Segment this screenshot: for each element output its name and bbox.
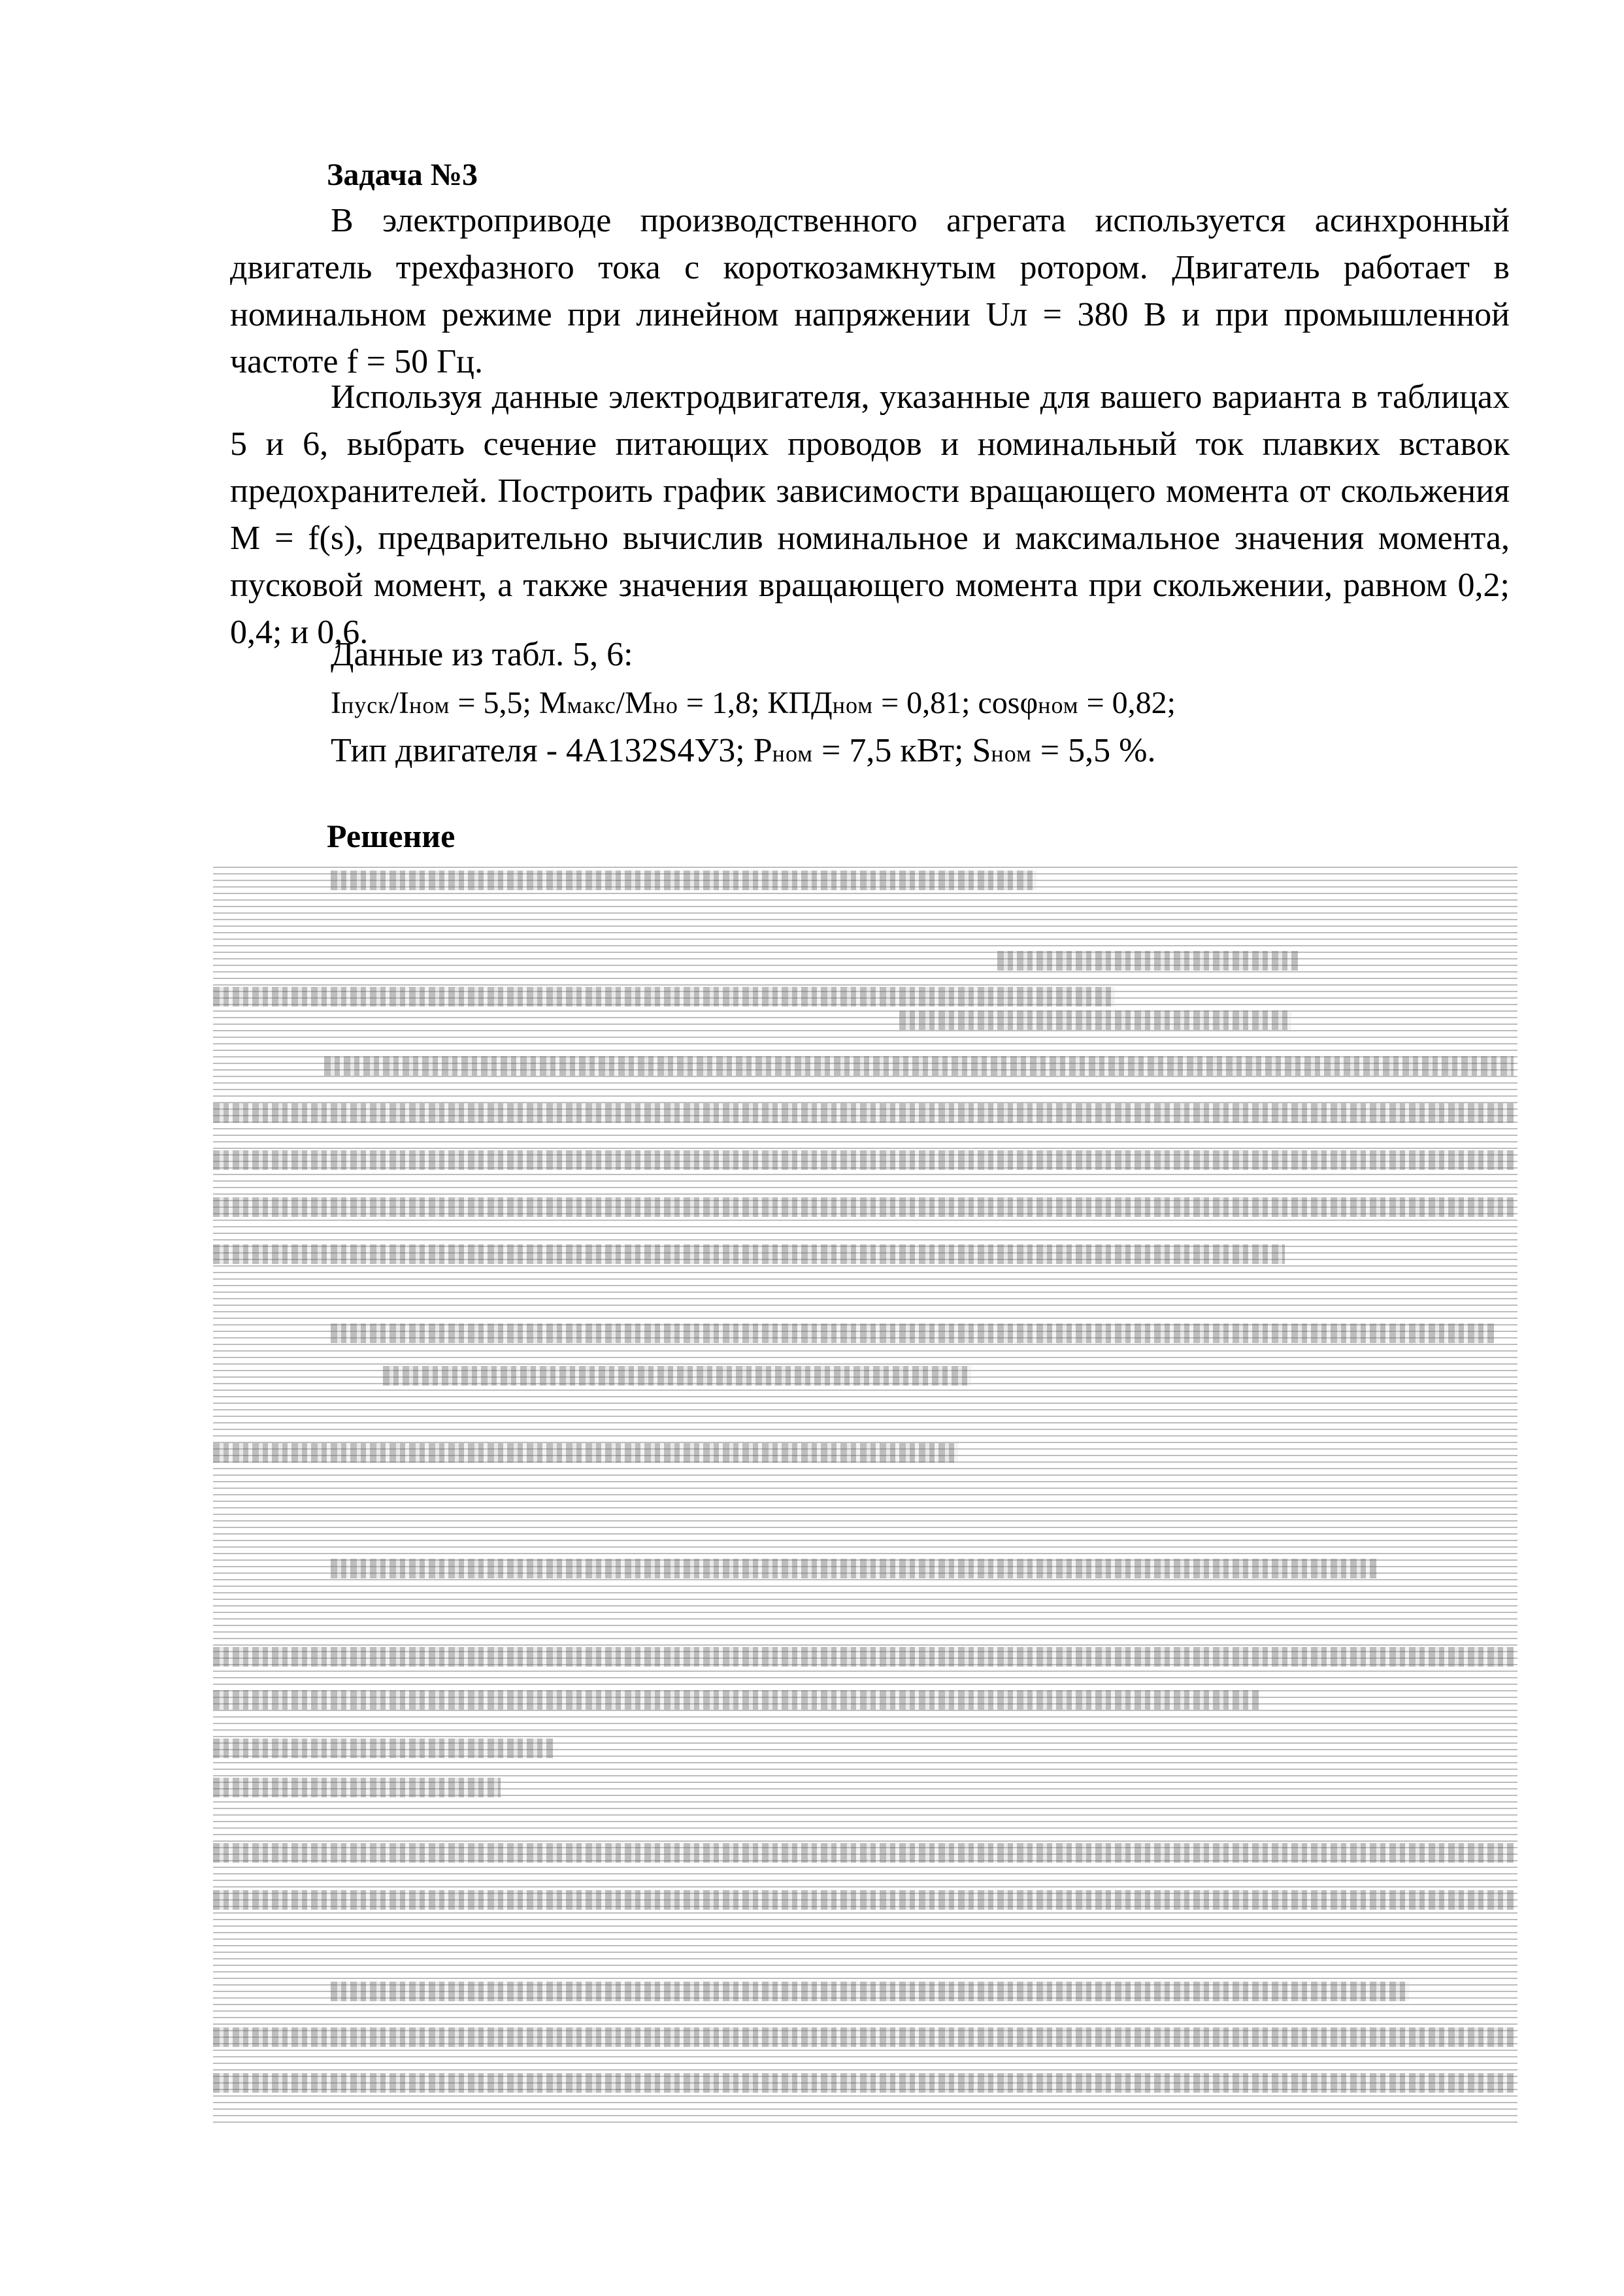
obscured-text-line [213,1244,1285,1264]
power-value: = 7,5 кВт; S [813,732,991,769]
obscured-text-line [324,1056,1514,1076]
i-nom-symbol: /I [389,686,410,720]
obscured-text-line [331,1323,1494,1343]
problem-paragraph-1: В электроприводе производственного агрегата используется асинхронный двигатель трехфазного тока с короткозамкнутым ротором. Двигатель работает в номинальном режиме при линейном напряжении Uл = 380 В и при промышленной частоте f = 50 Гц. [230,202,1510,380]
task-title: Задача №3 [327,158,478,192]
obscured-formula [213,1443,958,1463]
motor-data-line [331,727,1155,777]
cos-phi-subscript: ном [1038,692,1079,718]
obscured-text-line [331,1559,1376,1578]
obscured-text-line [213,1690,1259,1710]
slip-value: = 5,5 %. [1031,732,1156,769]
cos-phi-value: = 0,82; [1078,686,1176,720]
obscured-text-line [213,1843,1514,1863]
slip-subscript: ном [991,740,1032,767]
obscured-text-line [213,1197,1514,1217]
obscured-text-line [331,1982,1409,2001]
ratio-current-value: = 5,5; M [450,686,567,720]
obscured-formula [213,1739,553,1758]
i-nom-subscript: ном [409,692,450,718]
m-nom-subscript: но [652,692,678,718]
obscured-formula [997,951,1298,971]
i-start-symbol: I [331,686,341,720]
obscured-text-line [383,1366,971,1386]
obscured-solution-region [213,863,1517,2127]
obscured-formula [899,1010,1291,1030]
obscured-formula [213,987,1115,1007]
m-nom-symbol: /M [616,686,653,720]
obscured-text-line [213,1150,1514,1170]
obscured-text-line [331,871,1036,890]
power-subscript: ном [772,740,814,767]
efficiency-value: = 0,81; cosφ [873,686,1038,720]
data-ratios-line [331,680,1176,729]
obscured-text-line [213,2027,1514,2047]
obscured-text-line [213,1103,1514,1123]
motor-type-text: Тип двигателя - 4А132S4У3; P [331,732,772,769]
i-start-subscript: пуск [340,692,390,718]
efficiency-subscript: ном [832,692,874,718]
problem-paragraph-2: Используя данные электродвигателя, указанные для вашего варианта в таблицах 5 и 6, выбрать сечение питающих проводов и номинальный ток плавких вставок предохранителей. Построить график зависимости вращающего момента от скольжения M = f(s), предварительно вычислив номинальное и максимальное значения момента, пусковой момент, а также значения вращающего момента при скольжении, равном 0,2; 0,4; и 0,6. [230,378,1510,651]
obscured-formula [213,1778,501,1797]
solution-heading: Решение [327,818,456,854]
m-max-subscript: макс [567,692,616,718]
obscured-text-line [213,2073,1514,2093]
data-intro: Данные из табл. 5, 6: [331,636,633,673]
ratio-torque-value: = 1,8; КПД [678,686,833,720]
obscured-text-line [213,1647,1514,1667]
obscured-text-line [213,1890,1514,1910]
